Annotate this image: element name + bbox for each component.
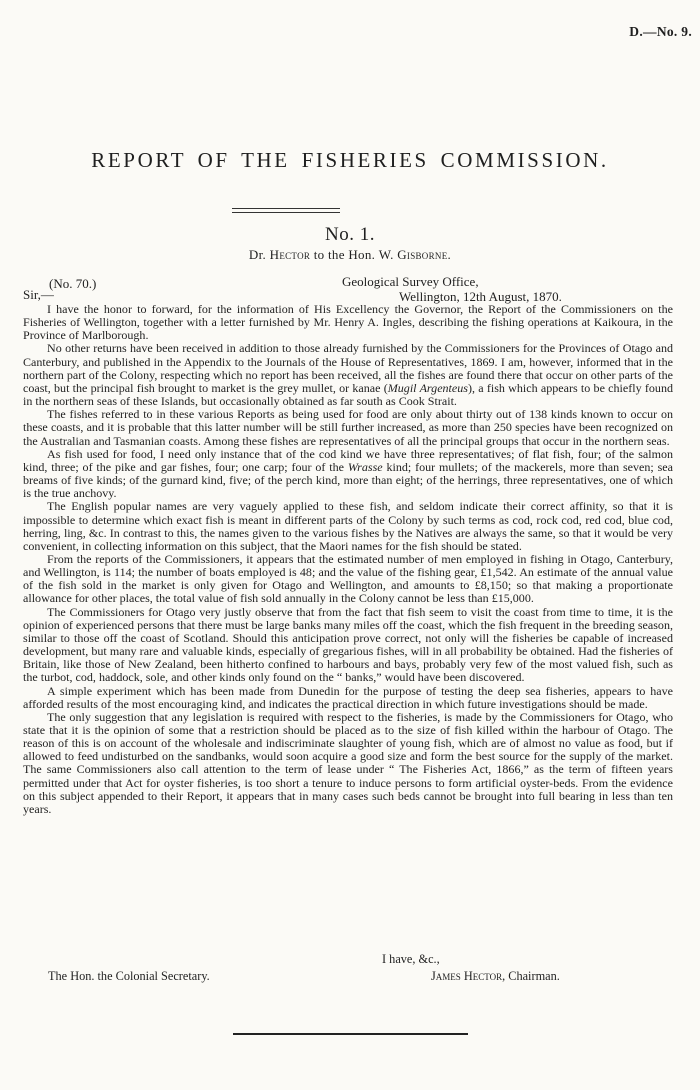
paragraph-6: From the reports of the Commissioners, it appears that the estimated number of men employed in fishing in Otago, Canterbury, and Wellington, is 114; the number of boats employed is 48; and the value of the fishing gear, £1,542. An estimate of the annual value of the fish sold in the market is only given for Otago and Wellington, and amounts to £8,150; so that making a proportionate allowance for other places, the total value of fish sold annually in the Colony cannot be less than £15,000.: [23, 551, 673, 606]
recipient-name: W. Gisborne.: [378, 247, 452, 262]
paragraph-7: The Commissioners for Otago very justly observe that from the fact that fish seem to visit the coast from time to time, it is the opinion of experienced persons that there must be large banks many miles off the coast, which the fish frequent in the breeding season, similar to those off the coast of Scotland. Should this anticipation prove correct, not only will the fisheries be capable of increased development, but many rare and valuable kinds, especially of gregarious fishes, will in all probability be obtained. Had the fisheries of Britain, like those of New Zealand, been hitherto confined to harbours and bays, probably very few of the most valued fish, such as the turbot, cod, haddock, sole, and other kinds only found on the “ banks,” would have been discovered.: [23, 604, 673, 685]
end-divider: [233, 1033, 468, 1035]
letter-body: [23, 303, 673, 816]
page-reference: D.—No. 9.: [629, 24, 692, 39]
place-and-date: Wellington, 12th August, 1870.: [399, 289, 562, 304]
paragraph-4: As fish used for food, I need only instance that of the cod kind we have three representatives; of flat fish, four; of the salmon kind, three; of the pike and gar fishes, four; one carp; four of the Wrasse kind; four mullets; of the mackerels, more than seven; sea breams of five kinds; of the gurnard kind, five; of the perch kind, more than eight; of the herrings, three representatives, one of which is the true anchovy.: [23, 446, 673, 501]
salutation: Sir,—: [23, 287, 54, 302]
paragraph-1: I have the honor to forward, for the information of His Excellency the Governor, the Report of the Commissioners on the Fisheries of Wellington, together with a letter furnished by Mr. Henry A. Ingles, describing the fishing operations at Kaikoura, in the Province of Marlborough.: [23, 302, 673, 343]
paragraph-2: No other returns have been received in addition to those already furnished by the Commissioners for the Provinces of Otago and Canterbury, and published in the Appendix to the Journals of the House of Representatives, 1869. I am, however, informed that in the northern part of the Colony, respecting which no report has been received, all the fishes are found there that occur on other parts of the coast, but the principal fish brought to market is the grey mullet, or kanae (Mugil Argenteus), a fish which appears to be chiefly found in the northern seas of these Islands, but occasionally obtained as far south as Cook Strait.: [23, 341, 673, 409]
office-address: Geological Survey Office,: [342, 274, 479, 289]
recipient-prefix: to the Hon.: [313, 247, 376, 262]
signatory-name: James Hector,: [431, 969, 506, 983]
paragraph-9: The only suggestion that any legislation is required with respect to the fisheries, is made by the Commissioners for Otago, who state that it is the opinion of some that a restriction should be placed as to the size of fish killed within the harbour of Otago. The reason of this is on account of the wholesale and indiscriminate slaughter of young fish, which are of almost no value as food, but if allowed to feed undisturbed on the sandbanks, would soon acquire a good size and form the best source for the supply of the market. The same Commissioners also call attention to the term of lease under “ The Fisheries Act, 1866,” as the term of fifteen years permitted under that Act for oyster fisheries, is too short a tenure to induce persons to form artificial oyster-beds. From the evidence on this subject appended to their Report, it appears that in many cases such beds cannot be brought into full bearing in less than ten years.: [23, 709, 673, 816]
title-divider-top: [232, 208, 340, 209]
paragraph-8: A simple experiment which has been made from Dunedin for the purpose of testing the deep sea fisheries, appears to have afforded results of the most encouraging kind, and indicates the practical direction in which future investigations should be made.: [23, 683, 673, 711]
sender-title: Dr.: [248, 247, 267, 262]
document-number: No. 1.: [325, 224, 375, 245]
paragraph-5: The English popular names are very vaguely applied to these fish, and seldom indicate their correct affinity, so that it is impossible to determine which exact fish is meant in different parts of the Colony by such terms as cod, rock cod, red cod, blue cod, herring, ling, &c. In contrast to this, the names given to the various fishes by the Natives are always the same, so that it would be very convenient, in collecting information on this subject, that the Maori names for the fish should be stated.: [23, 499, 673, 553]
sender-name: Hector: [269, 247, 311, 262]
report-title: REPORT OF THE FISHERIES COMMISSION.: [91, 148, 609, 172]
correspondence-line: [0, 247, 700, 263]
title-divider-bottom: [232, 212, 340, 213]
signatory-title: Chairman.: [508, 969, 560, 983]
signature-block: [431, 969, 560, 984]
paragraph-3: The fishes referred to in these various Reports as being used for food are only about thirty out of 138 kinds known to occur on these coasts, and it is probable that this latter number will be still further increased, as more than 250 species have been recognized on the Australian and Tasmanian coasts. Among these fishes are representatives of all the principal groups that occur in the northern seas.: [23, 407, 673, 448]
addressee: The Hon. the Colonial Secretary.: [48, 969, 210, 983]
letter-reference: (No. 70.): [49, 276, 97, 291]
closing-phrase: I have, &c.,: [382, 952, 440, 966]
